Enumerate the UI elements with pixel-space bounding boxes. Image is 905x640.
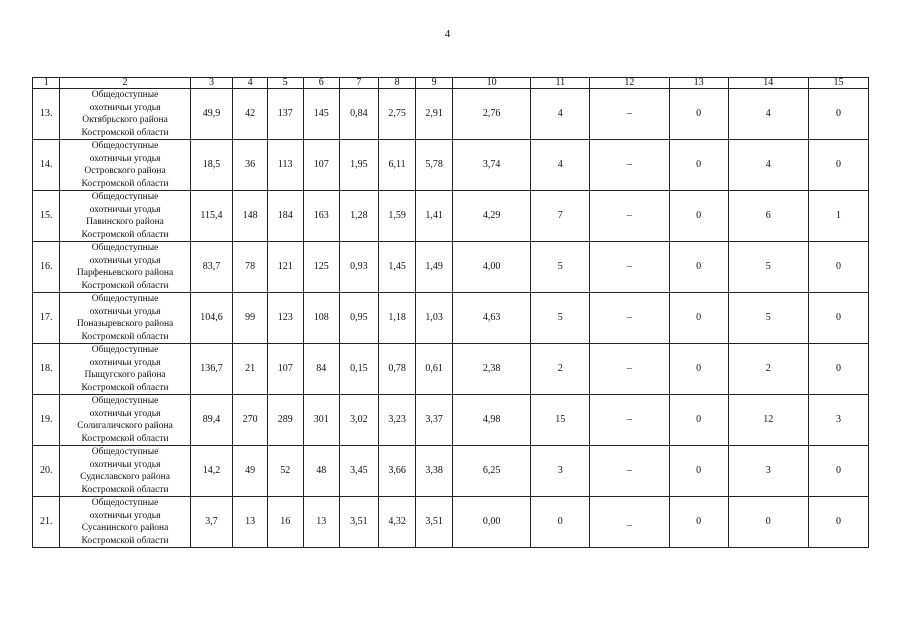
value-cell-col-3: 115,4 — [190, 191, 233, 242]
value-cell-col-15: 3 — [808, 395, 868, 446]
column-header: 10 — [452, 78, 530, 89]
row-number-cell: 17. — [33, 293, 60, 344]
value-cell-col-7: 1,95 — [340, 140, 379, 191]
name-line: охотничьи угодья — [89, 255, 161, 266]
name-line: Поназыревского района — [76, 319, 174, 329]
value-cell-col-12: – — [590, 140, 669, 191]
value-cell-col-7: 3,02 — [340, 395, 379, 446]
name-line: охотничьи угодья — [89, 357, 161, 368]
value-cell-col-13: 0 — [669, 242, 728, 293]
value-cell-col-9: 3,51 — [416, 497, 453, 548]
value-cell-col-15: 0 — [808, 293, 868, 344]
value-cell-col-4: 99 — [233, 293, 268, 344]
name-line: Солигаличского района — [77, 421, 173, 431]
value-cell-col-10: 4,98 — [452, 395, 530, 446]
name-line: Островского района — [84, 166, 166, 176]
name-line: Костромской области — [81, 127, 169, 138]
name-line: Костромской области — [81, 178, 169, 189]
value-cell-col-13: 0 — [669, 344, 728, 395]
hunting-ground-name-cell — [60, 446, 190, 497]
value-cell-col-6: 125 — [303, 242, 340, 293]
name-line: Пыщугского района — [84, 370, 166, 380]
column-header: 9 — [416, 78, 453, 89]
column-header: 6 — [303, 78, 340, 89]
value-cell-col-4: 42 — [233, 89, 268, 140]
name-line: Костромской области — [81, 382, 169, 393]
value-cell-col-15: 0 — [808, 89, 868, 140]
value-cell-col-9: 3,38 — [416, 446, 453, 497]
row-number-cell: 15. — [33, 191, 60, 242]
hunting-ground-name-cell — [60, 293, 190, 344]
value-cell-col-7: 3,45 — [340, 446, 379, 497]
table-row — [33, 497, 869, 548]
value-cell-col-12: – — [590, 242, 669, 293]
value-cell-col-12: – — [590, 344, 669, 395]
value-cell-col-13: 0 — [669, 497, 728, 548]
row-number-cell: 16. — [33, 242, 60, 293]
value-cell-col-3: 49,9 — [190, 89, 233, 140]
name-line: охотничьи угодья — [89, 459, 161, 470]
name-line: Общедоступные — [91, 243, 159, 253]
value-cell-col-6: 107 — [303, 140, 340, 191]
name-line: Костромской области — [81, 280, 169, 291]
value-cell-col-9: 2,91 — [416, 89, 453, 140]
row-number-cell: 14. — [33, 140, 60, 191]
column-header: 8 — [378, 78, 416, 89]
value-cell-col-8: 6,11 — [378, 140, 416, 191]
value-cell-col-10: 4,29 — [452, 191, 530, 242]
value-cell-col-6: 163 — [303, 191, 340, 242]
column-header: 7 — [340, 78, 379, 89]
value-cell-col-6: 48 — [303, 446, 340, 497]
value-cell-col-3: 136,7 — [190, 344, 233, 395]
value-cell-col-4: 270 — [233, 395, 268, 446]
value-cell-col-10: 0,00 — [452, 497, 530, 548]
value-cell-col-7: 0,15 — [340, 344, 379, 395]
name-line: Парфеньевского района — [76, 268, 174, 278]
column-header: 11 — [531, 78, 590, 89]
hunting-ground-name-cell — [60, 395, 190, 446]
value-cell-col-12: _ — [590, 497, 669, 548]
table-body — [33, 89, 869, 548]
value-cell-col-10: 4,63 — [452, 293, 530, 344]
value-cell-col-13: 0 — [669, 446, 728, 497]
name-line: охотничьи угодья — [89, 408, 161, 419]
row-number-cell: 18. — [33, 344, 60, 395]
value-cell-col-13: 0 — [669, 89, 728, 140]
value-cell-col-12: – — [590, 395, 669, 446]
value-cell-col-4: 21 — [233, 344, 268, 395]
column-header: 5 — [267, 78, 303, 89]
name-line: Костромской области — [81, 535, 169, 546]
value-cell-col-9: 5,78 — [416, 140, 453, 191]
value-cell-col-15: 1 — [808, 191, 868, 242]
name-line: охотничьи угодья — [89, 153, 161, 164]
row-number-cell: 13. — [33, 89, 60, 140]
value-cell-col-11: 15 — [531, 395, 590, 446]
value-cell-col-8: 4,32 — [378, 497, 416, 548]
table-row — [33, 89, 869, 140]
table-row — [33, 191, 869, 242]
value-cell-col-12: – — [590, 89, 669, 140]
value-cell-col-3: 3,7 — [190, 497, 233, 548]
value-cell-col-5: 137 — [267, 89, 303, 140]
data-table — [32, 77, 869, 548]
value-cell-col-4: 148 — [233, 191, 268, 242]
value-cell-col-11: 2 — [531, 344, 590, 395]
name-line: Костромской области — [81, 433, 169, 444]
value-cell-col-5: 123 — [267, 293, 303, 344]
name-line: Общедоступные — [91, 192, 159, 202]
name-line: Общедоступные — [91, 141, 159, 151]
value-cell-col-8: 1,18 — [378, 293, 416, 344]
name-line: охотничьи угодья — [89, 204, 161, 215]
value-cell-col-13: 0 — [669, 140, 728, 191]
value-cell-col-13: 0 — [669, 395, 728, 446]
column-header: 15 — [808, 78, 868, 89]
value-cell-col-3: 18,5 — [190, 140, 233, 191]
value-cell-col-8: 1,45 — [378, 242, 416, 293]
column-number-row — [33, 78, 869, 89]
name-line: Общедоступные — [91, 498, 159, 508]
column-header: 3 — [190, 78, 233, 89]
value-cell-col-7: 0,95 — [340, 293, 379, 344]
value-cell-col-8: 3,66 — [378, 446, 416, 497]
column-header: 1 — [33, 78, 60, 89]
value-cell-col-5: 113 — [267, 140, 303, 191]
name-line: Октябрьского района — [82, 115, 168, 125]
value-cell-col-9: 3,37 — [416, 395, 453, 446]
value-cell-col-7: 0,93 — [340, 242, 379, 293]
value-cell-col-11: 4 — [531, 140, 590, 191]
value-cell-col-10: 2,76 — [452, 89, 530, 140]
value-cell-col-11: 5 — [531, 293, 590, 344]
value-cell-col-11: 5 — [531, 242, 590, 293]
value-cell-col-14: 0 — [728, 497, 808, 548]
value-cell-col-8: 3,23 — [378, 395, 416, 446]
value-cell-col-15: 0 — [808, 446, 868, 497]
value-cell-col-10: 2,38 — [452, 344, 530, 395]
name-line: Общедоступные — [91, 345, 159, 355]
name-line: Судиславского района — [80, 472, 170, 482]
value-cell-col-14: 2 — [728, 344, 808, 395]
page-number: 4 — [444, 28, 451, 40]
value-cell-col-13: 0 — [669, 191, 728, 242]
name-line: Павинского района — [86, 217, 164, 227]
row-number-cell: 20. — [33, 446, 60, 497]
value-cell-col-12: – — [590, 191, 669, 242]
name-line: Сусанинского района — [81, 523, 169, 533]
value-cell-col-3: 104,6 — [190, 293, 233, 344]
value-cell-col-7: 3,51 — [340, 497, 379, 548]
value-cell-col-9: 1,03 — [416, 293, 453, 344]
value-cell-col-14: 5 — [728, 293, 808, 344]
value-cell-col-10: 4,00 — [452, 242, 530, 293]
name-line: охотничьи угодья — [89, 510, 161, 521]
value-cell-col-14: 3 — [728, 446, 808, 497]
value-cell-col-4: 13 — [233, 497, 268, 548]
name-line: Костромской области — [81, 331, 169, 342]
name-line: Общедоступные — [91, 447, 159, 457]
value-cell-col-15: 0 — [808, 242, 868, 293]
name-line: Общедоступные — [91, 396, 159, 406]
value-cell-col-3: 89,4 — [190, 395, 233, 446]
column-header: 2 — [60, 78, 190, 89]
hunting-ground-name-cell — [60, 140, 190, 191]
column-header: 4 — [233, 78, 268, 89]
value-cell-col-11: 4 — [531, 89, 590, 140]
table-row — [33, 395, 869, 446]
value-cell-col-14: 6 — [728, 191, 808, 242]
value-cell-col-8: 2,75 — [378, 89, 416, 140]
table-row — [33, 242, 869, 293]
value-cell-col-5: 121 — [267, 242, 303, 293]
value-cell-col-10: 3,74 — [452, 140, 530, 191]
value-cell-col-15: 0 — [808, 140, 868, 191]
value-cell-col-14: 5 — [728, 242, 808, 293]
value-cell-col-4: 78 — [233, 242, 268, 293]
value-cell-col-4: 49 — [233, 446, 268, 497]
value-cell-col-6: 108 — [303, 293, 340, 344]
value-cell-col-15: 0 — [808, 497, 868, 548]
table-row — [33, 446, 869, 497]
name-line: Костромской области — [81, 229, 169, 240]
value-cell-col-6: 13 — [303, 497, 340, 548]
value-cell-col-14: 4 — [728, 140, 808, 191]
value-cell-col-5: 16 — [267, 497, 303, 548]
value-cell-col-4: 36 — [233, 140, 268, 191]
value-cell-col-12: – — [590, 293, 669, 344]
name-line: Общедоступные — [91, 294, 159, 304]
value-cell-col-14: 4 — [728, 89, 808, 140]
value-cell-col-11: 3 — [531, 446, 590, 497]
table-row — [33, 293, 869, 344]
name-line: охотничьи угодья — [89, 102, 161, 113]
value-cell-col-8: 0,78 — [378, 344, 416, 395]
value-cell-col-14: 12 — [728, 395, 808, 446]
value-cell-col-11: 0 — [531, 497, 590, 548]
value-cell-col-5: 107 — [267, 344, 303, 395]
name-line: охотничьи угодья — [89, 306, 161, 317]
table-row — [33, 344, 869, 395]
value-cell-col-5: 184 — [267, 191, 303, 242]
value-cell-col-11: 7 — [531, 191, 590, 242]
value-cell-col-5: 289 — [267, 395, 303, 446]
value-cell-col-6: 145 — [303, 89, 340, 140]
value-cell-col-9: 1,41 — [416, 191, 453, 242]
value-cell-col-7: 1,28 — [340, 191, 379, 242]
column-header: 12 — [590, 78, 669, 89]
name-line: Костромской области — [81, 484, 169, 495]
hunting-ground-name-cell — [60, 242, 190, 293]
column-header: 14 — [728, 78, 808, 89]
value-cell-col-15: 0 — [808, 344, 868, 395]
name-line: Общедоступные — [91, 90, 159, 100]
column-header: 13 — [669, 78, 728, 89]
hunting-ground-name-cell — [60, 89, 190, 140]
value-cell-col-6: 84 — [303, 344, 340, 395]
value-cell-col-13: 0 — [669, 293, 728, 344]
value-cell-col-9: 0,61 — [416, 344, 453, 395]
table-row — [33, 140, 869, 191]
value-cell-col-10: 6,25 — [452, 446, 530, 497]
value-cell-col-7: 0,84 — [340, 89, 379, 140]
value-cell-col-3: 83,7 — [190, 242, 233, 293]
hunting-ground-name-cell — [60, 497, 190, 548]
value-cell-col-6: 301 — [303, 395, 340, 446]
value-cell-col-3: 14,2 — [190, 446, 233, 497]
value-cell-col-5: 52 — [267, 446, 303, 497]
value-cell-col-12: – — [590, 446, 669, 497]
row-number-cell: 19. — [33, 395, 60, 446]
hunting-ground-name-cell — [60, 191, 190, 242]
value-cell-col-8: 1,59 — [378, 191, 416, 242]
value-cell-col-9: 1,49 — [416, 242, 453, 293]
hunting-ground-name-cell — [60, 344, 190, 395]
row-number-cell: 21. — [33, 497, 60, 548]
